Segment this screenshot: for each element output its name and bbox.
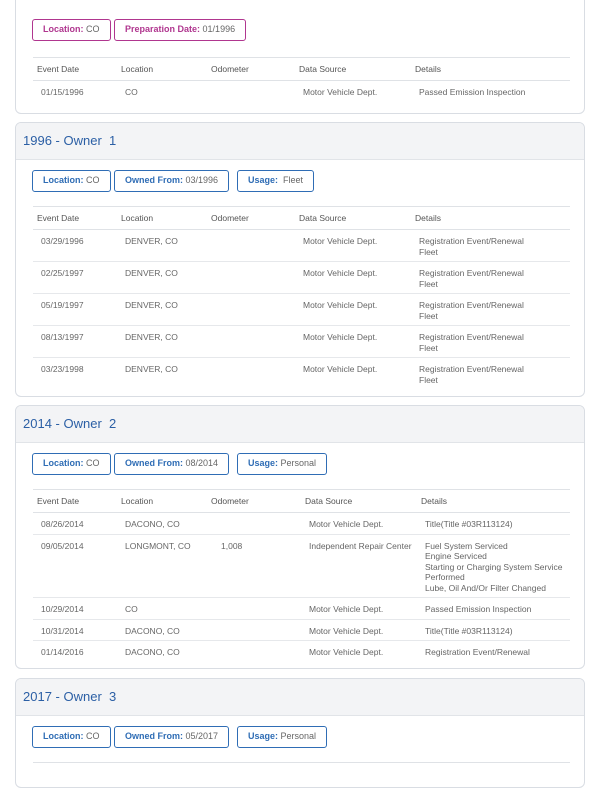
event-details [411, 262, 570, 294]
detail-line: Registration Event/Renewal [419, 332, 524, 342]
detail-line: Fleet [419, 310, 438, 321]
col-location: Location [117, 207, 207, 230]
event-odometer [207, 598, 301, 620]
event-details [411, 81, 570, 102]
detail-line: Fleet [419, 342, 438, 353]
table-row [33, 358, 570, 390]
table-row [33, 230, 570, 262]
event-odometer [207, 326, 295, 358]
detail-line: Title(Title #03R113124) [425, 519, 513, 529]
detail-line: Registration Event/Renewal [419, 364, 524, 374]
event-details [417, 619, 570, 641]
event-source: Motor Vehicle Dept. [301, 513, 417, 535]
owner-year: 2017 [23, 689, 52, 704]
owner-number: 2 [109, 416, 117, 431]
event-odometer [207, 262, 295, 294]
event-odometer [207, 641, 301, 662]
detail-line: Engine Serviced [425, 551, 487, 561]
table-header-row [33, 490, 570, 513]
event-location: DACONO, CO [117, 619, 207, 641]
event-location: DENVER, CO [117, 294, 207, 326]
table-row [33, 534, 570, 598]
table-row [33, 598, 570, 620]
event-table [33, 206, 570, 389]
detail-line: Fuel System Serviced [425, 540, 508, 551]
col-event-date: Event Date [33, 207, 117, 230]
event-source: Motor Vehicle Dept. [301, 598, 417, 620]
preparation-date-badge: Preparation Date: 01/1996 [114, 19, 246, 41]
owner-header: 2014 - Owner 2 [16, 406, 584, 443]
col-event-date: Event Date [33, 58, 117, 81]
event-source: Motor Vehicle Dept. [295, 230, 411, 262]
event-odometer [207, 619, 301, 641]
owned-from-badge: Owned From: 05/2017 [114, 726, 229, 748]
event-table [33, 489, 570, 662]
event-details [417, 534, 570, 598]
event-source: Motor Vehicle Dept. [295, 294, 411, 326]
detail-line: Fleet [419, 374, 438, 385]
event-location: DACONO, CO [125, 647, 180, 657]
owner-year: 2014 [23, 416, 52, 431]
event-details [417, 513, 570, 535]
owner-header: 1996 - Owner 1 [16, 123, 584, 160]
event-location: CO [117, 598, 207, 620]
owner-number: 1 [109, 133, 117, 148]
event-source: Independent Repair Center [301, 534, 417, 598]
event-location: DACONO, CO [117, 513, 207, 535]
table-divider [33, 762, 570, 763]
detail-line: Performed [425, 572, 465, 582]
preparation-card [15, 0, 585, 114]
event-date: 01/14/2016 [41, 647, 84, 657]
col-odometer: Odometer [207, 58, 295, 81]
owner-year: 1996 [23, 133, 52, 148]
event-source: Motor Vehicle Dept. [303, 87, 378, 97]
col-data-source: Data Source [295, 58, 411, 81]
owned-from-badge: Owned From: 03/1996 [114, 170, 229, 192]
usage-badge: Usage: Fleet [237, 170, 314, 192]
col-odometer: Odometer [207, 490, 301, 513]
table-header-row [33, 207, 570, 230]
event-source: Motor Vehicle Dept. [295, 262, 411, 294]
owner-card-2 [15, 405, 585, 669]
detail-line: Registration Event/Renewal [419, 268, 524, 278]
event-odometer: 1,008 [207, 534, 301, 598]
event-details [411, 294, 570, 326]
detail-line: Passed Emission Inspection [419, 87, 526, 97]
table-row [33, 641, 570, 662]
col-details: Details [411, 58, 570, 81]
owner-card-3 [15, 678, 585, 788]
badge-row [16, 160, 584, 206]
event-source: Motor Vehicle Dept. [303, 364, 378, 374]
detail-line: Registration Event/Renewal [419, 300, 524, 310]
table-row [33, 294, 570, 326]
col-location: Location [117, 490, 207, 513]
detail-line: Lube, Oil And/Or Filter Changed [425, 582, 546, 593]
event-details [411, 358, 570, 390]
event-date: 02/25/1997 [33, 262, 117, 294]
col-details: Details [411, 207, 570, 230]
event-details [411, 326, 570, 358]
owner-label: Owner [63, 416, 102, 431]
location-badge: Location: CO [32, 19, 111, 41]
event-date: 09/05/2014 [33, 534, 117, 598]
col-data-source: Data Source [301, 490, 417, 513]
badge-row [16, 9, 584, 55]
table-row [33, 262, 570, 294]
event-source: Motor Vehicle Dept. [295, 326, 411, 358]
col-location: Location [117, 58, 207, 81]
table-row [33, 619, 570, 641]
event-details [417, 598, 570, 620]
usage-badge: Usage: Personal [237, 726, 327, 748]
event-details [417, 641, 570, 662]
detail-line: Title(Title #03R113124) [425, 625, 513, 636]
event-date: 01/15/1996 [41, 87, 84, 97]
event-location: DENVER, CO [117, 262, 207, 294]
event-date: 08/26/2014 [33, 513, 117, 535]
detail-line: Fleet [419, 246, 438, 257]
owner-card-1 [15, 122, 585, 397]
event-date: 08/13/1997 [33, 326, 117, 358]
event-location: CO [125, 87, 138, 97]
event-location: DENVER, CO [125, 364, 178, 374]
owner-header: 2017 - Owner 3 [16, 679, 584, 716]
event-odometer [207, 294, 295, 326]
owner-label: Owner [63, 133, 102, 148]
badge-row [16, 443, 584, 489]
event-source: Motor Vehicle Dept. [301, 619, 417, 641]
owner-label: Owner [63, 689, 102, 704]
event-odometer [207, 513, 301, 535]
table-row [33, 326, 570, 358]
event-date: 05/19/1997 [33, 294, 117, 326]
location-badge: Location: CO [32, 726, 111, 748]
detail-line: Registration Event/Renewal [425, 647, 530, 657]
event-odometer [207, 358, 295, 390]
location-badge: Location: CO [32, 170, 111, 192]
table-row [33, 513, 570, 535]
col-details: Details [417, 490, 570, 513]
event-odometer [207, 230, 295, 262]
detail-line: Starting or Charging System Service [425, 561, 563, 572]
col-event-date: Event Date [33, 490, 117, 513]
event-details [411, 230, 570, 262]
event-date: 03/29/1996 [33, 230, 117, 262]
detail-line: Registration Event/Renewal [419, 236, 524, 246]
event-location: LONGMONT, CO [117, 534, 207, 598]
detail-line: Fleet [419, 278, 438, 289]
owner-number: 3 [109, 689, 117, 704]
event-date: 03/23/1998 [41, 364, 84, 374]
col-data-source: Data Source [295, 207, 411, 230]
event-odometer [207, 81, 295, 102]
usage-badge: Usage: Personal [237, 453, 327, 475]
event-date: 10/31/2014 [33, 619, 117, 641]
event-date: 10/29/2014 [33, 598, 117, 620]
event-location: DENVER, CO [117, 230, 207, 262]
event-source: Motor Vehicle Dept. [309, 647, 384, 657]
detail-line: Passed Emission Inspection [425, 604, 532, 614]
event-location: DENVER, CO [117, 326, 207, 358]
col-odometer: Odometer [207, 207, 295, 230]
location-badge: Location: CO [32, 453, 111, 475]
event-table [33, 57, 570, 102]
table-header-row [33, 58, 570, 81]
table-row [33, 81, 570, 102]
badge-row [16, 716, 584, 762]
owned-from-badge: Owned From: 08/2014 [114, 453, 229, 475]
